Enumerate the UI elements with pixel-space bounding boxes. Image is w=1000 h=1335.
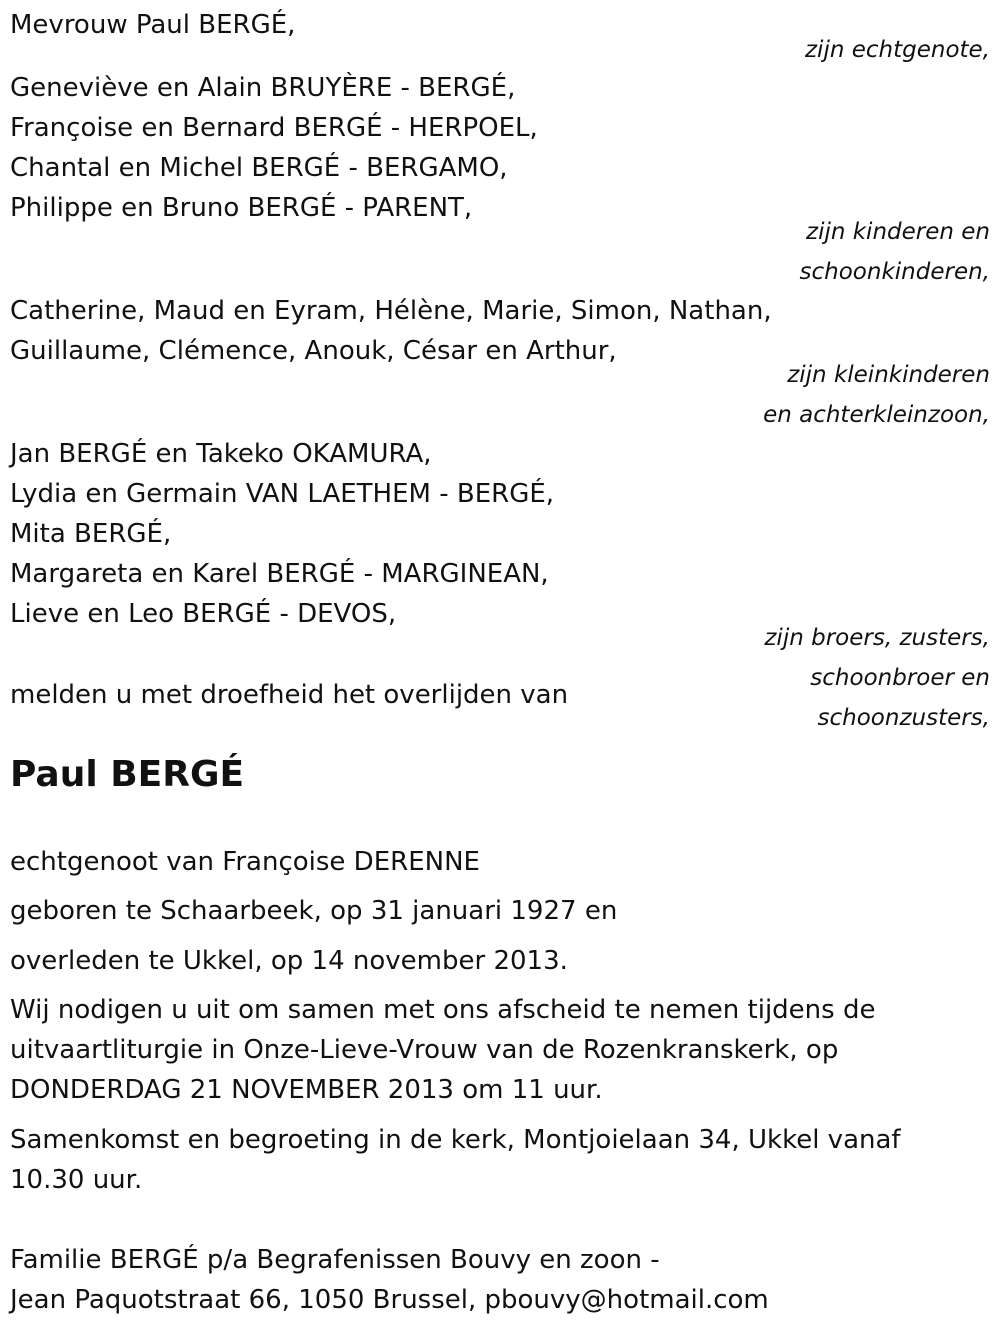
spouse-role: zijn echtgenote, [804, 37, 990, 63]
siblings-role: schoonbroer en [810, 665, 990, 691]
detail-line: geboren te Schaarbeek, op 31 januari 1927 en [10, 896, 618, 926]
grandchildren-role: zijn kleinkinderen [787, 362, 990, 388]
children-role: schoonkinderen, [799, 259, 990, 285]
ceremony-line: uitvaartliturgie in Onze-Lieve-Vrouw van de Rozenkranskerk, op [10, 1035, 839, 1065]
children-role: zijn kinderen en [806, 219, 990, 245]
gathering-line: Samenkomst en begroeting in de kerk, Montjoielaan 34, Ukkel vanaf [10, 1125, 901, 1155]
sibling-line: Lydia en Germain VAN LAETHEM - BERGÉ, [10, 479, 555, 509]
ceremony-line: Wij nodigen u uit om samen met ons afscheid te nemen tijdens de [10, 995, 876, 1025]
spouse-name: Mevrouw Paul BERGÉ, [10, 10, 296, 40]
sibling-line: Margareta en Karel BERGÉ - MARGINEAN, [10, 559, 549, 589]
gathering-line: 10.30 uur. [10, 1165, 143, 1195]
announcement-text: melden u met droefheid het overlijden van [10, 680, 569, 710]
detail-line: echtgenoot van Françoise DERENNE [10, 847, 480, 877]
siblings-role: schoonzusters, [817, 705, 990, 731]
deceased-name: Paul BERGÉ [10, 754, 245, 795]
grandchildren-line: Catherine, Maud en Eyram, Hélène, Marie, Simon, Nathan, [10, 296, 772, 326]
child-line: Philippe en Bruno BERGÉ - PARENT, [10, 193, 473, 223]
detail-line: overleden te Ukkel, op 14 november 2013. [10, 946, 568, 976]
grandchildren-role: en achterkleinzoon, [763, 402, 990, 428]
siblings-role: zijn broers, zusters, [764, 625, 990, 651]
sibling-line: Mita BERGÉ, [10, 519, 172, 549]
contact-line: Jean Paquotstraat 66, 1050 Brussel, pbouvy@hotmail.com [10, 1285, 769, 1315]
sibling-line: Jan BERGÉ en Takeko OKAMURA, [10, 439, 432, 469]
grandchildren-line: Guillaume, Clémence, Anouk, César en Arthur, [10, 336, 617, 366]
ceremony-line: DONDERDAG 21 NOVEMBER 2013 om 11 uur. [10, 1075, 603, 1105]
child-line: Geneviève en Alain BRUYÈRE - BERGÉ, [10, 73, 516, 103]
contact-line: Familie BERGÉ p/a Begrafenissen Bouvy en zoon - [10, 1245, 660, 1275]
child-line: Chantal en Michel BERGÉ - BERGAMO, [10, 153, 508, 183]
sibling-line: Lieve en Leo BERGÉ - DEVOS, [10, 599, 397, 629]
child-line: Françoise en Bernard BERGÉ - HERPOEL, [10, 113, 538, 143]
